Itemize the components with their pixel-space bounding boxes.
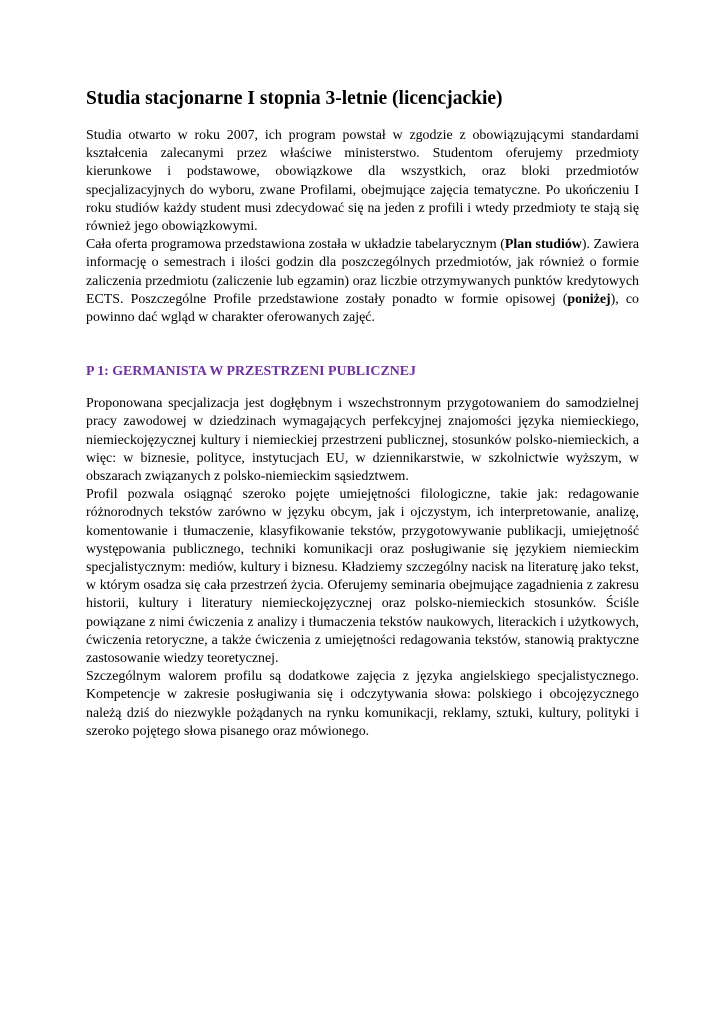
profile-paragraph-3: Szczególnym walorem profilu są dodatkowe zajęcia z języka angielskiego specjalistycznego. Kompetencje w zakresie posługiwania się i odczytywania słowa: polskiego i obcojęzycznego należą dziś do niezwykle pożądanych na rynku komunikacji, reklamy, sztuki, kultury, polityki i szeroko pojętego słowa pisanego oraz mówionego.	[86, 669, 639, 739]
document-title: Studia stacjonarne I stopnia 3-letnie (licencjackie)	[86, 88, 503, 109]
document-page	[86, 86, 639, 741]
profile-paragraph-2: Profil pozwala osiągnąć szeroko pojęte umiejętności filologiczne, takie jak: redagowanie różnorodnych tekstów zarówno w języku obcym, jak i ojczystym, ich interpretowanie, analizę, komentowanie i tłumaczenie, klasyfikowanie tekstów, przygotowywanie publikacji, umiejętność występowania publicznego, techniki komunikacji oraz posługiwanie się językiem niemieckim specjalistycznym: mediów, kultury i biznesu. Kładziemy szczególny nacisk na literaturę jako tekst, w którym osadza się cała przestrzeń życia. Oferujemy seminaria obejmujące zagadnienia z zakresu historii, kultury i literatury niemieckojęzycznej oraz polsko-niemieckich stosunków. Ściśle powiązane z nimi ćwiczenia z analizy i tłumaczenia tekstów naukowych, literackich i użytkowych, ćwiczenia retoryczne, a także ćwiczenia z umiejętności redagowania tekstów, stanowią praktyczne zastosowanie wiedzy teoretycznej.	[86, 487, 639, 667]
intro-p2-text-after: ), co powinno dać wgląd w charakter oferowanych zajęć.	[86, 291, 639, 326]
profile-paragraph-1: Proponowana specjalizacja jest dogłębnym i wszechstronnym przygotowaniem do samodzielnej pracy zawodowej w dziedzinach wymagających perfekcyjnej znajomości języka niemieckiego, niemieckojęzycznej kultury i niemieckiej przestrzeni publicznej, stosunków polsko-niemieckich, a więc: w biznesie, polityce, instytucjach EU, w dziennikarstwie, w szkolnictwie wyższym, w obszarach związanych z polsko-niemieckim sąsiedztwem.	[86, 396, 639, 485]
intro-paragraph-2	[86, 236, 639, 327]
intro-p2-text-before: Cała oferta programowa przedstawiona została w układzie tabelarycznym (	[86, 237, 505, 253]
profile-section-body	[86, 395, 639, 741]
intro-p2-text-middle: ). Zawiera informację o semestrach i ilości godzin dla poszczególnych przedmiotów, jak również o formie zaliczenia przedmiotu (zaliczenie lub egzamin) oraz liczbie otrzymywanych punktów kredytowych ECTS. Poszczególne Profile przedstawione zostały ponadto w formie opisowej (	[86, 237, 639, 307]
intro-section	[86, 127, 639, 327]
profile-heading: P 1: GERMANISTA W PRZESTRZENI PUBLICZNEJ	[86, 364, 416, 380]
study-plan-bold: Plan studiów	[504, 237, 582, 253]
below-bold: poniżej	[567, 291, 611, 307]
intro-paragraph-1: Studia otwarto w roku 2007, ich program powstał w zgodzie z obowiązującymi standardami kształcenia zalecanymi przez właściwe ministerstwo. Studentom oferujemy przedmioty kierunkowe i podstawowe, obowiązkowe dla wszystkich, oraz bloki przedmiotów specjalizacyjnych do wyboru, zwane Profilami, obejmujące zajęcia tematyczne. Po ukończeniu I roku studiów każdy student musi zdecydować się na jeden z profili i wtedy przedmioty te stają się również jego obowiązkowymi.	[86, 128, 639, 235]
